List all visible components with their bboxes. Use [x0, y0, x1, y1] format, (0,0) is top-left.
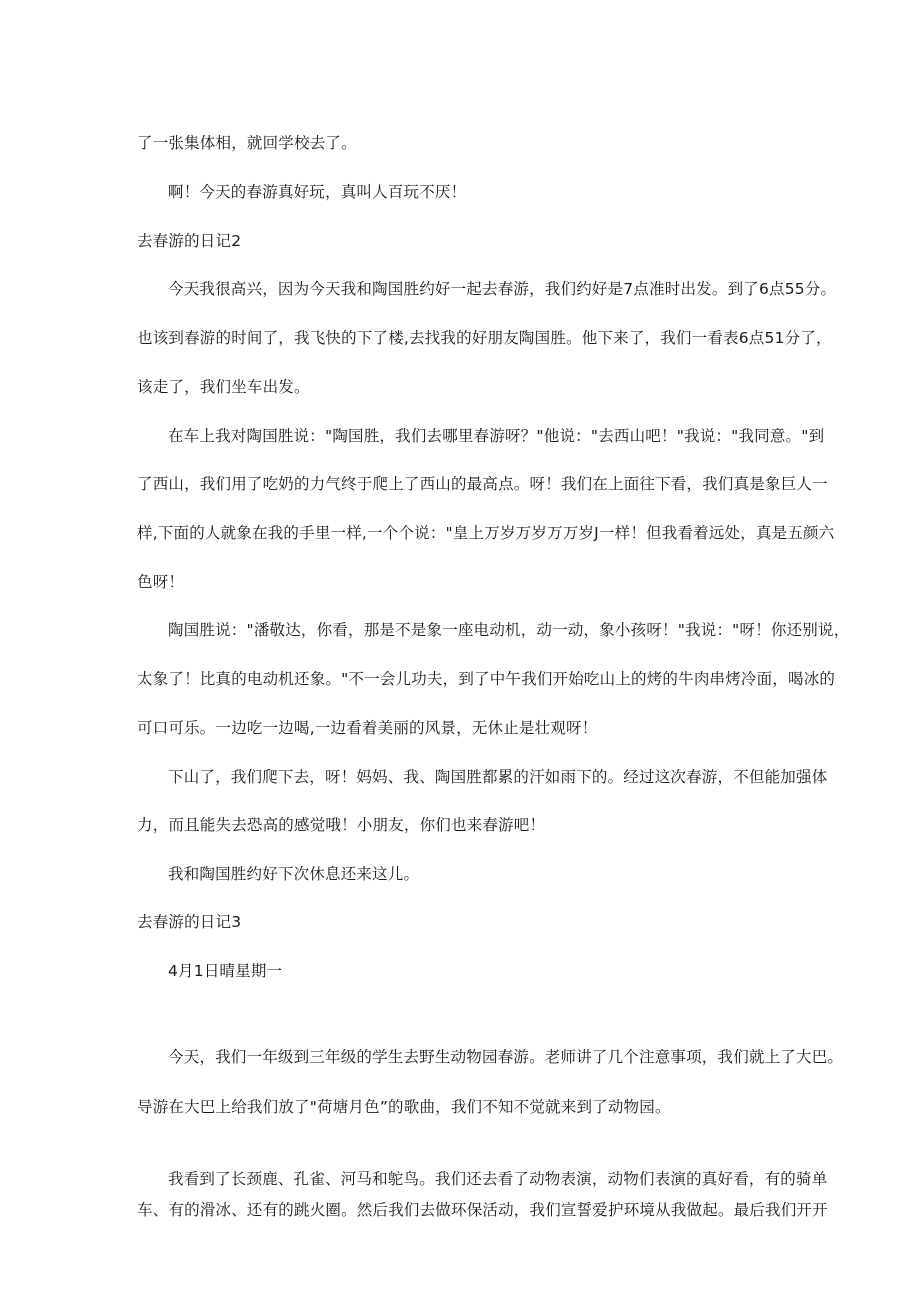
- text-line: 了一张集体相，就回学校去了。: [137, 134, 357, 152]
- text-line: 色呀！: [137, 573, 185, 591]
- text-line: 也该到春游的时间了，我飞快的下了楼,去找我的好朋友陶国胜。他下来了，我们一看表6点51分了，: [137, 329, 832, 347]
- text-line: 今天，我们一年级到三年级的学生去野生动物园春游。老师讲了几个注意事项，我们就上了大巴。: [168, 1048, 844, 1066]
- text-line: 下山了，我们爬下去，呀！妈妈、我、陶国胜都累的汗如雨下的。经过这次春游，不但能加强体: [168, 768, 828, 786]
- text-line: 该走了，我们坐车出发。: [137, 378, 310, 396]
- text-line: 在车上我对陶国胜说："陶国胜，我们去哪里春游呀？"他说："去西山吧！"我说："我同意。"到: [168, 427, 825, 445]
- date-line: 4月1日晴星期一: [168, 962, 283, 980]
- text-line: 了西山，我们用了吃奶的力气终于爬上了西山的最高点。呀！我们在上面往下看，我们真是象巨人一: [137, 475, 828, 493]
- text-line: 样,下面的人就象在我的手里一样,一个个说："皇上万岁万岁万万岁J一样！但我看着远处，真是五颜六: [137, 524, 835, 542]
- text-line: 我和陶国胜约好下次休息还来这儿。: [168, 865, 420, 883]
- text-line: 我看到了长颈鹿、孔雀、河马和鸵鸟。我们还去看了动物表演，动物们表演的真好看，有的骑单: [168, 1170, 828, 1188]
- text-line: 导游在大巴上给我们放了"荷塘月色”的歌曲，我们不知不觉就来到了动物园。: [137, 1098, 671, 1116]
- text-line: 陶国胜说："潘敬达，你看，那是不是象一座电动机，动一动，象小孩呀！"我说："呀！你还别说，: [168, 621, 850, 639]
- text-line: 可口可乐。一边吃一边喝,一边看着美丽的风景，无休止是壮观呀！: [137, 719, 598, 737]
- section-heading: 去春游的日记3: [137, 913, 242, 931]
- text-line: 太象了！比真的电动机还象。"不一会儿功夫，到了中午我们开始吃山上的烤的牛肉串烤冷面，喝冰的: [137, 670, 836, 688]
- text-line: 力，而且能失去恐高的感觉哦！小朋友，你们也来春游吧！: [137, 816, 546, 834]
- text-line: 啊！今天的春游真好玩，真叫人百玩不厌！: [168, 183, 467, 201]
- section-heading: 去春游的日记2: [137, 232, 242, 250]
- text-line: 今天我很高兴，因为今天我和陶国胜约好一起去春游，我们约好是7点准时出发。到了6点55分。: [168, 280, 837, 298]
- text-line: 车、有的滑冰、还有的跳火圈。然后我们去做环保活动，我们宣誓爱护环境从我做起。最后我们开开: [137, 1201, 828, 1219]
